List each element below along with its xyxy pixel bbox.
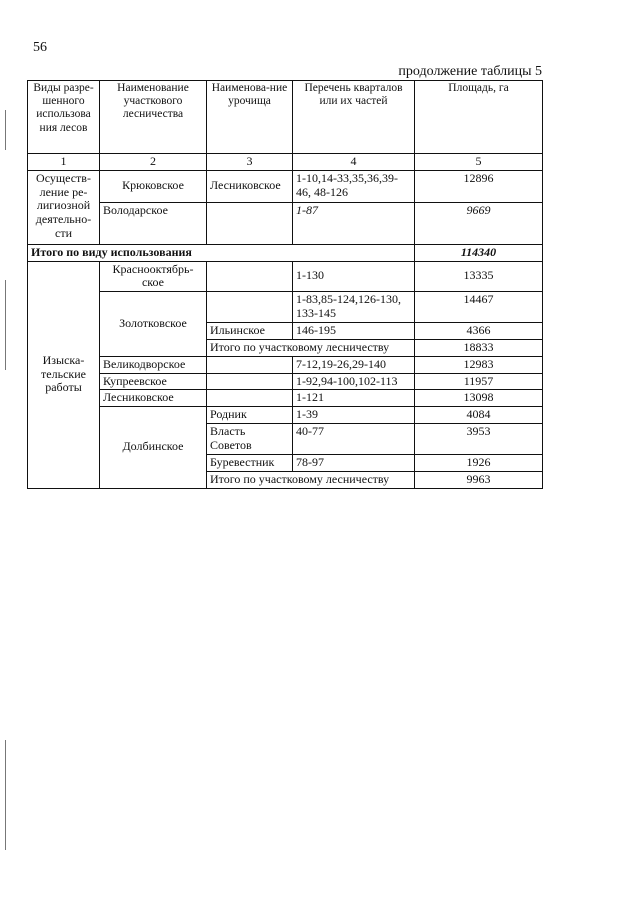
table-row (28, 292, 543, 323)
tract-cell: Буревестник (207, 454, 293, 471)
quarters-cell: 1-83,85-124,126-130, 133-145 (293, 292, 415, 323)
area-cell: 13098 (415, 390, 543, 407)
tract-cell: Власть Советов (207, 423, 293, 454)
tract-cell: Родник (207, 407, 293, 424)
quarters-cell: 1-92,94-100,102-113 (293, 373, 415, 390)
tract-cell (207, 261, 293, 292)
quarters-cell: 1-10,14-33,35,36,39-46, 48-126 (293, 170, 415, 202)
quarters-cell: 78-97 (293, 454, 415, 471)
area-cell: 4366 (415, 323, 543, 340)
area-cell: 13335 (415, 261, 543, 292)
forestry-cell: Великодворское (100, 356, 207, 373)
use-total-label: Итого по виду использования (28, 244, 415, 261)
quarters-cell: 1-121 (293, 390, 415, 407)
subtotal-label: Итого по участковому лесничеству (207, 339, 415, 356)
use-type-cell: Изыска-тельские работы (28, 261, 100, 488)
header-row (28, 81, 543, 154)
tract-cell: Лесниковское (207, 170, 293, 202)
subtotal-label: Итого по участковому лесничеству (207, 471, 415, 488)
column-number-row (28, 154, 543, 171)
header-use-type: Виды разре-шенного использова ния лесов (28, 81, 100, 154)
quarters-cell: 146-195 (293, 323, 415, 340)
table-row (28, 202, 543, 244)
use-type-cell: Осуществ-ление ре-лигиозной деятельно-сти (28, 170, 100, 244)
column-number: 4 (293, 154, 415, 171)
quarters-cell: 1-87 (293, 202, 415, 244)
area-cell: 4084 (415, 407, 543, 424)
scan-edge-mark (5, 740, 6, 850)
quarters-cell: 40-77 (293, 423, 415, 454)
subtotal-area: 9963 (415, 471, 543, 488)
header-forestry: Наименование участкового лесничества (100, 81, 207, 154)
use-total-row (28, 244, 543, 261)
area-cell: 11957 (415, 373, 543, 390)
area-cell: 1926 (415, 454, 543, 471)
table-row (28, 261, 543, 292)
column-number: 2 (100, 154, 207, 171)
tract-cell: Ильинское (207, 323, 293, 340)
tract-cell (207, 390, 293, 407)
page-number: 56 (33, 40, 47, 55)
table-row (28, 373, 543, 390)
table-row (28, 407, 543, 424)
scan-edge-mark (5, 110, 6, 150)
use-total-area: 114340 (415, 244, 543, 261)
header-quarters: Перечень кварталов или их частей (293, 81, 415, 154)
area-cell: 9669 (415, 202, 543, 244)
header-area: Площадь, га (415, 81, 543, 154)
area-cell: 3953 (415, 423, 543, 454)
area-cell: 14467 (415, 292, 543, 323)
table-row (28, 170, 543, 202)
table-row (28, 390, 543, 407)
scan-edge-mark (5, 280, 6, 370)
table-row (28, 356, 543, 373)
tract-cell (207, 202, 293, 244)
column-number: 3 (207, 154, 293, 171)
quarters-cell: 7-12,19-26,29-140 (293, 356, 415, 373)
quarters-cell: 1-39 (293, 407, 415, 424)
forestry-cell: Золотковское (100, 292, 207, 357)
forest-use-table (27, 80, 543, 489)
column-number: 1 (28, 154, 100, 171)
header-tract: Наименова-ние урочища (207, 81, 293, 154)
quarters-cell: 1-130 (293, 261, 415, 292)
forestry-cell: Купреевское (100, 373, 207, 390)
area-cell: 12983 (415, 356, 543, 373)
area-cell: 12896 (415, 170, 543, 202)
forestry-cell: Крюковское (100, 170, 207, 202)
forestry-cell: Володарское (100, 202, 207, 244)
tract-cell (207, 356, 293, 373)
forestry-cell: Лесниковское (100, 390, 207, 407)
tract-cell (207, 373, 293, 390)
tract-cell (207, 292, 293, 323)
forestry-cell: Краснооктябрь-ское (100, 261, 207, 292)
forestry-cell: Долбинское (100, 407, 207, 488)
column-number: 5 (415, 154, 543, 171)
subtotal-area: 18833 (415, 339, 543, 356)
table-continuation-caption: продолжение таблицы 5 (398, 64, 542, 79)
